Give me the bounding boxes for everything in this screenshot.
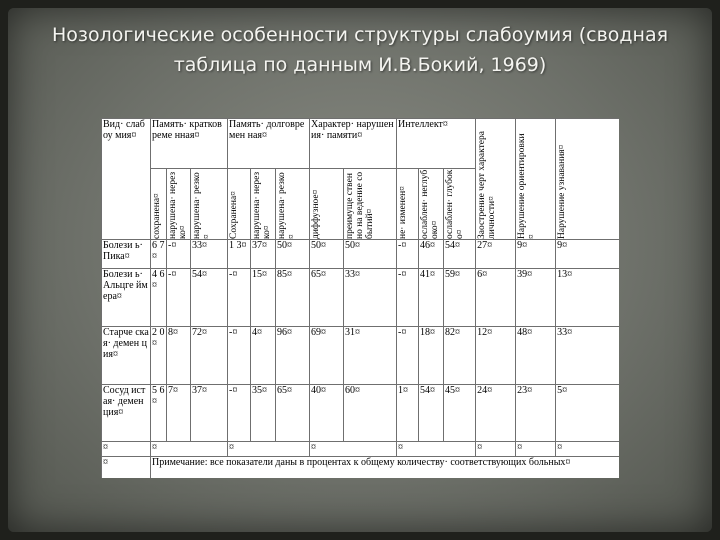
sub-header: нарушена· резко¤ bbox=[191, 169, 228, 240]
header-intellect: Интеллект¤ bbox=[397, 119, 476, 169]
cell: 5¤ bbox=[556, 385, 619, 442]
cell: 41¤ bbox=[419, 269, 444, 327]
empty-cell: ¤ bbox=[102, 457, 151, 479]
sub-header: Сохранена¤ bbox=[228, 169, 251, 240]
empty-cell: ¤ bbox=[397, 442, 476, 457]
sub-header: ослаблен· неглубоко¤ bbox=[419, 169, 444, 240]
cell: 2 0¤ bbox=[151, 327, 167, 385]
cell: 72¤ bbox=[191, 327, 228, 385]
header-orientation: Нарушение ориентировки¤ bbox=[516, 119, 556, 240]
cell: -¤ bbox=[397, 327, 419, 385]
table-image bbox=[101, 118, 619, 478]
cell: -¤ bbox=[167, 240, 191, 269]
cell: 50¤ bbox=[344, 240, 397, 269]
cell: -¤ bbox=[228, 385, 251, 442]
cell: 23¤ bbox=[516, 385, 556, 442]
cell: 27¤ bbox=[476, 240, 516, 269]
cell: 35¤ bbox=[251, 385, 276, 442]
empty-cell: ¤ bbox=[556, 442, 619, 457]
cell: 15¤ bbox=[251, 269, 276, 327]
cell: 54¤ bbox=[191, 269, 228, 327]
cell: 1 3¤ bbox=[228, 240, 251, 269]
cell: 1¤ bbox=[397, 385, 419, 442]
empty-cell: ¤ bbox=[228, 442, 310, 457]
cell: 46¤ bbox=[419, 240, 444, 269]
sub-header: ослаблен· глубоко¤ bbox=[444, 169, 476, 240]
cell: 12¤ bbox=[476, 327, 516, 385]
note-row bbox=[102, 457, 620, 479]
header-short-memory: Память· кратковреме нная¤ bbox=[151, 119, 228, 169]
cell: 6 7¤ bbox=[151, 240, 167, 269]
sub-header: сохранена¤ bbox=[151, 169, 167, 240]
sub-header: преимуще ственно на ведение событий¤ bbox=[344, 169, 397, 240]
cell: 13¤ bbox=[556, 269, 619, 327]
cell: 7¤ bbox=[167, 385, 191, 442]
cell: 82¤ bbox=[444, 327, 476, 385]
sub-header: не· изменен¤ bbox=[397, 169, 419, 240]
cell: 33¤ bbox=[191, 240, 228, 269]
cell: -¤ bbox=[228, 327, 251, 385]
row-name: Сосуд истая· демен ция¤ bbox=[102, 385, 151, 442]
sub-header: диффузное¤ bbox=[310, 169, 344, 240]
cell: 8¤ bbox=[167, 327, 191, 385]
cell: 33¤ bbox=[556, 327, 619, 385]
cell: -¤ bbox=[397, 269, 419, 327]
cell: 50¤ bbox=[276, 240, 310, 269]
header-personality: Заострение черт характера личности¤ bbox=[476, 119, 516, 240]
table-note: Примечание: все показатели даны в процентах к общему количеству· соответствующих больных¤ bbox=[151, 457, 620, 479]
cell: 31¤ bbox=[344, 327, 397, 385]
header-type: Вид· слабоу мия¤ bbox=[102, 119, 151, 240]
empty-cell: ¤ bbox=[310, 442, 397, 457]
cell: 54¤ bbox=[419, 385, 444, 442]
cell: 48¤ bbox=[516, 327, 556, 385]
cell: 65¤ bbox=[276, 385, 310, 442]
header-memory-type: Характер· нарушения· памяти¤ bbox=[310, 119, 397, 169]
cell: 4 6¤ bbox=[151, 269, 167, 327]
cell: 65¤ bbox=[310, 269, 344, 327]
cell: 54¤ bbox=[444, 240, 476, 269]
cell: 40¤ bbox=[310, 385, 344, 442]
empty-cell: ¤ bbox=[102, 442, 151, 457]
cell: 60¤ bbox=[344, 385, 397, 442]
empty-cell: ¤ bbox=[516, 442, 556, 457]
cell: 50¤ bbox=[310, 240, 344, 269]
cell: 33¤ bbox=[344, 269, 397, 327]
cell: 9¤ bbox=[556, 240, 619, 269]
cell: -¤ bbox=[167, 269, 191, 327]
cell: 45¤ bbox=[444, 385, 476, 442]
table-row bbox=[102, 327, 620, 385]
empty-cell: ¤ bbox=[151, 442, 228, 457]
cell: 59¤ bbox=[444, 269, 476, 327]
cell: 24¤ bbox=[476, 385, 516, 442]
table-row bbox=[102, 385, 620, 442]
table-row bbox=[102, 269, 620, 327]
cell: 5 6¤ bbox=[151, 385, 167, 442]
empty-cell: ¤ bbox=[476, 442, 516, 457]
cell: 4¤ bbox=[251, 327, 276, 385]
cell: -¤ bbox=[397, 240, 419, 269]
cell: 37¤ bbox=[191, 385, 228, 442]
sub-header: нарушена· резко¤ bbox=[276, 169, 310, 240]
row-name: Болези ь· Альцге ймера¤ bbox=[102, 269, 151, 327]
header-recognition: Нарушение узнавания¤ bbox=[556, 119, 619, 240]
cell: 85¤ bbox=[276, 269, 310, 327]
row-name: Старче ская· демен ция¤ bbox=[102, 327, 151, 385]
sub-header: нарушена· нерезко¤ bbox=[167, 169, 191, 240]
cell: 9¤ bbox=[516, 240, 556, 269]
dementia-table bbox=[101, 118, 619, 478]
row-name: Болези ь·Пика¤ bbox=[102, 240, 151, 269]
cell: 96¤ bbox=[276, 327, 310, 385]
cell: -¤ bbox=[228, 269, 251, 327]
cell: 18¤ bbox=[419, 327, 444, 385]
table-row bbox=[102, 240, 620, 269]
cell: 6¤ bbox=[476, 269, 516, 327]
cell: 39¤ bbox=[516, 269, 556, 327]
empty-row bbox=[102, 442, 620, 457]
sub-header: нарушена· нерезко¤ bbox=[251, 169, 276, 240]
cell: 37¤ bbox=[251, 240, 276, 269]
header-long-memory: Память· долговремен ная¤ bbox=[228, 119, 310, 169]
slide-title: Нозологические особенности структуры слабоумия (сводная таблица по данным И.В.Бокий, 1969) bbox=[51, 24, 669, 76]
cell: 69¤ bbox=[310, 327, 344, 385]
